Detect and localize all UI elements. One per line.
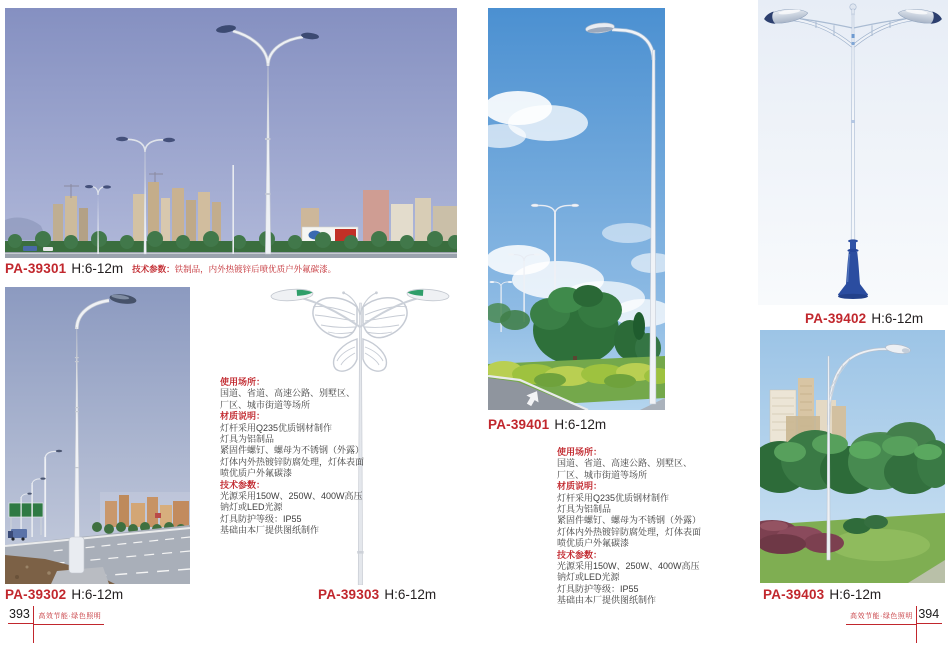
spec-line: 灯体内外热镀锌防腐处理，灯体表面 xyxy=(557,526,702,537)
product-note: 技术参数：铁制品，内外热镀锌后喷优质户外氟碳漆。 xyxy=(132,264,337,274)
spec-usage-title: 使用场所： xyxy=(557,447,603,457)
street-scene-illustration xyxy=(5,8,457,258)
product-height: H:6-12m xyxy=(71,587,124,602)
product-shot-pa-39402 xyxy=(758,0,948,305)
photo-pa-39403 xyxy=(760,330,945,583)
spec-line: 喷优质户外氟碳漆 xyxy=(220,468,293,479)
spec-line: 喷优质户外氟碳漆 xyxy=(557,538,630,549)
page-number-left: 393 xyxy=(8,606,33,624)
spec-block-left xyxy=(220,377,416,537)
footer-right xyxy=(846,606,942,643)
spec-block-right xyxy=(557,447,753,607)
spec-line: 灯具防护等级：IP55 xyxy=(557,583,639,594)
product-height: H:6-12m xyxy=(871,311,924,326)
spec-line: 灯杆采用Q235优质钢材制作 xyxy=(220,422,333,433)
photo-pa-39302 xyxy=(5,287,190,584)
road xyxy=(5,252,457,258)
footer-slogan-left: 高效节能·绿色照明 xyxy=(34,606,104,625)
product-label-pa-39302 xyxy=(5,587,123,602)
photo-pa-39401 xyxy=(488,8,665,410)
spec-line: 厂区、城市街道等场所 xyxy=(557,469,648,480)
product-height: H:6-12m xyxy=(829,587,882,602)
product-label-pa-39402 xyxy=(805,311,923,326)
footer-left xyxy=(8,606,104,643)
product-label-pa-39303 xyxy=(318,587,436,602)
spec-line: 灯具为铝制品 xyxy=(557,504,612,515)
spec-line: 光源采用150W、250W、400W高压 xyxy=(557,561,700,572)
spec-usage-title: 使用场所： xyxy=(220,377,266,387)
spec-line: 钠灯或LED光源 xyxy=(557,572,620,583)
product-label-pa-39401 xyxy=(488,417,606,432)
product-label-pa-39301 xyxy=(5,261,336,277)
spec-line: 紧固件螺钉、螺母为不锈钢（外露） xyxy=(220,445,365,456)
product-code: PA-39301 xyxy=(5,261,67,276)
double-arm-lamp-illustration xyxy=(758,0,948,305)
pole xyxy=(851,14,855,240)
highway-scene-illustration xyxy=(5,287,190,584)
product-label-pa-39403 xyxy=(763,587,881,602)
park-scene-illustration xyxy=(760,330,945,583)
spec-line: 厂区、城市街道等场所 xyxy=(220,399,311,410)
product-code: PA-39403 xyxy=(763,587,825,602)
flag-pole xyxy=(232,165,234,254)
spec-line: 国道、省道、高速公路、别墅区、 xyxy=(557,458,693,469)
spec-line: 基础由本厂提供图纸制作 xyxy=(220,525,320,536)
spec-line: 紧固件螺钉、螺母为不锈钢（外露） xyxy=(557,515,702,526)
spec-line: 灯具为铝制品 xyxy=(220,434,275,445)
boulevard-scene-illustration xyxy=(488,8,665,410)
product-code: PA-39303 xyxy=(318,587,380,602)
pole-base xyxy=(69,537,84,573)
product-code: PA-39302 xyxy=(5,587,67,602)
spec-material-title: 材质说明： xyxy=(557,481,603,492)
photo-pa-39301 xyxy=(5,8,457,258)
product-code: PA-39402 xyxy=(805,311,867,326)
product-height: H:6-12m xyxy=(384,587,437,602)
spec-line: 钠灯或LED光源 xyxy=(220,502,283,513)
spec-tech-title: 技术参数： xyxy=(220,479,266,490)
product-height: H:6-12m xyxy=(554,417,607,432)
spec-tech-title: 技术参数： xyxy=(557,549,603,560)
spec-line: 国道、省道、高速公路、别墅区、 xyxy=(220,388,356,399)
spec-line: 灯体内外热镀锌防腐处理，灯体表面 xyxy=(220,456,365,467)
spec-line: 灯杆采用Q235优质钢材制作 xyxy=(557,492,670,503)
page-number-right: 394 xyxy=(917,606,942,624)
spec-line: 灯具防护等级：IP55 xyxy=(220,513,302,524)
footer-slogan-right: 高效节能·绿色照明 xyxy=(846,606,916,625)
product-height: H:6-12m xyxy=(71,261,124,276)
spec-line: 基础由本厂提供图纸制作 xyxy=(557,595,657,606)
spec-line: 光源采用150W、250W、400W高压 xyxy=(220,491,363,502)
product-code: PA-39401 xyxy=(488,417,550,432)
spec-material-title: 材质说明： xyxy=(220,411,266,422)
